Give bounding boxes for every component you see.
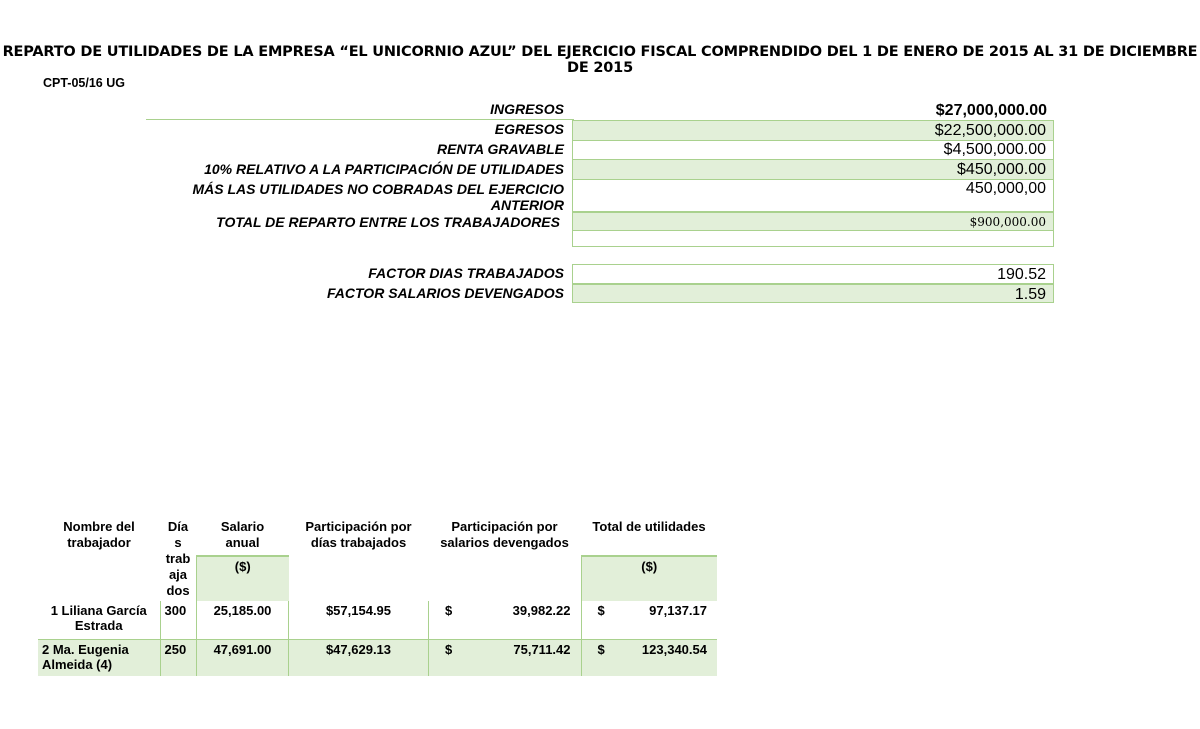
row2-part-salarios <box>429 640 582 677</box>
header-dias-line5: dos <box>166 583 190 598</box>
renta-gravable-value: $4,500,000.00 <box>572 140 1054 160</box>
row1-part-sal-value: 39,982.22 <box>512 603 571 618</box>
factor-dias-value: 190.52 <box>572 264 1054 284</box>
row1-nombre-line2: Estrada <box>74 618 123 633</box>
row1-currency2: $ <box>597 603 605 618</box>
row2-currency2: $ <box>597 642 605 657</box>
row2-nombre <box>38 640 160 677</box>
header-dias-line4: aja <box>168 567 188 582</box>
header-salario-unit: ($) <box>197 556 289 601</box>
divider-line <box>146 119 574 120</box>
row2-currency1: $ <box>445 642 453 657</box>
table-header-row <box>38 517 717 556</box>
row2-salario: 47,691.00 <box>197 640 289 677</box>
header-salario-line1: Salario <box>220 519 265 534</box>
row2-total-value: 123,340.54 <box>641 642 707 657</box>
header-part-sal-line2: salarios devengados <box>440 535 569 550</box>
row1-nombre <box>38 601 160 640</box>
table-row <box>38 640 717 677</box>
document-title: REPARTO DE UTILIDADES DE LA EMPRESA “EL UNICORNIO AZUL” DEL EJERCICIO FISCAL COMPRENDIDO DEL 1 DE ENERO DE 2015 AL 31 DE DICIEMBRE DE 2015 <box>2 44 1198 76</box>
row1-part-dias: $57,154.95 <box>289 601 429 640</box>
header-salario <box>197 517 289 556</box>
header-part-sal-line1: Participación por <box>451 519 558 534</box>
row1-dias: 300 <box>160 601 197 640</box>
row2-total <box>581 640 717 677</box>
participacion-value: $450,000.00 <box>572 159 1054 180</box>
factor-dias-label: FACTOR DIAS TRABAJADOS <box>368 265 564 281</box>
row1-part-salarios <box>429 601 582 640</box>
participacion-label: 10% RELATIVO A LA PARTICIPACIÓN DE UTILIDADES <box>204 161 564 177</box>
row2-nombre-line1: 2 Ma. Eugenia <box>42 642 129 657</box>
row2-part-dias: $47,629.13 <box>289 640 429 677</box>
row1-salario: 25,185.00 <box>197 601 289 640</box>
header-total-unit: ($) <box>581 556 717 601</box>
no-cobradas-label-line1: MÁS LAS UTILIDADES NO COBRADAS DEL EJERCICIO <box>192 181 564 197</box>
row2-dias: 250 <box>160 640 197 677</box>
header-nombre-line1: Nombre del <box>63 519 135 534</box>
header-dias-line1: Día <box>167 519 189 534</box>
empty-cell <box>572 230 1054 247</box>
employee-table <box>38 517 717 676</box>
document-code: CPT-05/16 UG <box>43 76 125 90</box>
egresos-value: $22,500,000.00 <box>572 120 1054 141</box>
ingresos-label: INGRESOS <box>490 101 564 117</box>
row1-total <box>581 601 717 640</box>
header-nombre-line2: trabajador <box>67 535 131 550</box>
row2-part-sal-value: 75,711.42 <box>513 642 571 657</box>
no-cobradas-value: 450,000,00 <box>572 179 1054 212</box>
header-dias-line2: s <box>174 535 182 550</box>
header-salario-line2: anual <box>225 535 260 550</box>
ingresos-value: $27,000,000.00 <box>935 102 1047 119</box>
row2-nombre-line2: Almeida (4) <box>42 657 113 672</box>
header-part-salarios <box>429 517 582 601</box>
total-reparto-value: $900,000.00 <box>572 212 1054 231</box>
header-total: Total de utilidades <box>592 519 706 534</box>
header-dias <box>160 517 197 601</box>
no-cobradas-label-line2: ANTERIOR <box>490 197 564 213</box>
table-row <box>38 601 717 640</box>
header-nombre <box>38 517 160 601</box>
header-part-dias-line1: Participación por <box>305 519 412 534</box>
total-reparto-label: TOTAL DE REPARTO ENTRE LOS TRABAJADORES <box>216 214 560 230</box>
row1-total-value: 97,137.17 <box>649 603 707 618</box>
header-part-dias <box>289 517 429 601</box>
header-dias-line3: trab <box>165 551 191 566</box>
row1-currency1: $ <box>445 603 453 618</box>
header-part-dias-line2: días trabajados <box>310 535 407 550</box>
factor-salarios-label: FACTOR SALARIOS DEVENGADOS <box>327 285 564 301</box>
egresos-label: EGRESOS <box>494 121 564 137</box>
row1-nombre-line1: 1 Liliana García <box>50 603 147 618</box>
renta-gravable-label: RENTA GRAVABLE <box>436 141 564 157</box>
factor-salarios-value: 1.59 <box>572 284 1054 303</box>
